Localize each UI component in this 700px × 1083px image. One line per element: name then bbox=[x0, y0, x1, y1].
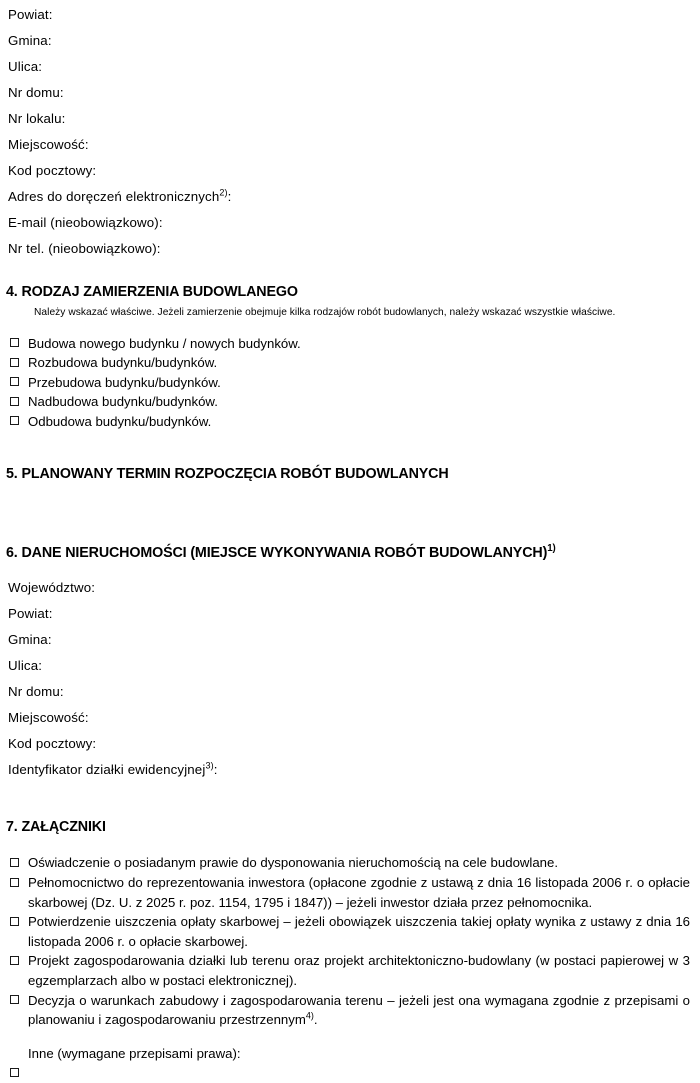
footnote-marker-2: 2) bbox=[219, 187, 228, 198]
field-label-gmina: Gmina: bbox=[8, 33, 52, 48]
edelivery-text: Adres do doręczeń elektronicznych bbox=[8, 189, 220, 204]
attachment-row-other-empty[interactable] bbox=[0, 1063, 700, 1083]
parcel-text: Identyfikator działki ewidencyjnej bbox=[8, 762, 206, 778]
checkbox-icon[interactable] bbox=[10, 995, 19, 1004]
field-label-miejscowosc-nieruchomosc: Miejscowość: bbox=[8, 710, 89, 726]
field-label-nr-domu-nieruchomosc: Nr domu: bbox=[8, 684, 64, 700]
section-4-note: Należy wskazać właściwe. Jeżeli zamierzenie obejmuje kilka rodzajów robót budowlanych, należy wskazać wszystkie właściwe. bbox=[34, 307, 616, 318]
checkbox-label: Przebudowa budynku/budynków. bbox=[28, 374, 221, 390]
field-label-nr-domu: Nr domu: bbox=[8, 85, 64, 100]
section-heading-4: 4. RODZAJ ZAMIERZENIA BUDOWLANEGO bbox=[6, 284, 298, 300]
footnote-marker-4: 4) bbox=[305, 1010, 314, 1021]
parcel-colon: : bbox=[213, 762, 218, 778]
field-label-identyfikator-dzialki bbox=[8, 757, 700, 783]
field-label-telefon: Nr tel. (nieobowiązkowo): bbox=[8, 241, 161, 256]
checkbox-icon[interactable] bbox=[10, 338, 19, 347]
field-label-kod-pocztowy: Kod pocztowy: bbox=[8, 163, 97, 178]
attachment-other-label: Inne (wymagane przepisami prawa): bbox=[28, 1045, 241, 1061]
checkbox-icon[interactable] bbox=[10, 1068, 19, 1077]
section-7-attachments bbox=[0, 853, 700, 1029]
attachment-label: Oświadczenie o posiadanym prawie do dysponowania nieruchomością na cele budowlane. bbox=[28, 855, 559, 871]
checkbox-row-budowa[interactable] bbox=[0, 334, 690, 354]
attachment-label: Pełnomocnictwo do reprezentowania inwestora (opłacone zgodnie z ustawą z dnia 16 listopada 2006 r. o opłacie skarbowej (Dz. U. z 2025 r. poz. 1154, 1795 i 1847)) – jeżeli inwestor działa przez pełnomocnika. bbox=[28, 875, 690, 910]
checkbox-row-nadbudowa[interactable] bbox=[0, 392, 690, 412]
section-heading-6 bbox=[6, 545, 700, 562]
field-label-ulica-nieruchomosc: Ulica: bbox=[8, 658, 43, 674]
field-label-email: E-mail (nieobowiązkowo): bbox=[8, 215, 163, 230]
checkbox-icon[interactable] bbox=[10, 956, 19, 965]
field-label-miejscowosc: Miejscowość: bbox=[8, 137, 89, 152]
checkbox-label: Nadbudowa budynku/budynków. bbox=[28, 394, 218, 410]
checkbox-row-przebudowa[interactable] bbox=[0, 373, 690, 393]
field-label-nr-lokalu: Nr lokalu: bbox=[8, 111, 66, 126]
field-label-wojewodztwo: Województwo: bbox=[8, 580, 96, 596]
section-4-options bbox=[0, 334, 700, 432]
attachment-label: Potwierdzenie uiszczenia opłaty skarbowej – jeżeli obowiązek uiszczenia takiej opłaty wynika z ustawy z dnia 16 listopada 2006 r. o opłacie skarbowej. bbox=[28, 914, 690, 949]
checkbox-icon[interactable] bbox=[10, 917, 19, 926]
footnote-marker-1: 1) bbox=[547, 543, 556, 555]
field-label-powiat-nieruchomosc: Powiat: bbox=[8, 606, 53, 622]
checkbox-icon[interactable] bbox=[10, 358, 19, 367]
checkbox-label: Rozbudowa budynku/budynków. bbox=[28, 355, 218, 371]
field-label-ulica: Ulica: bbox=[8, 59, 43, 74]
attachment-label-text: Decyzja o warunkach zabudowy i zagospodarowania terenu – jeżeli jest ona wymagana zgodnie z przepisami o planowaniu i zagospodarowaniu przestrzennym bbox=[28, 992, 690, 1028]
attachment-row-pelnomocnictwo[interactable] bbox=[0, 873, 690, 912]
section-heading-7: 7. ZAŁĄCZNIKI bbox=[6, 819, 106, 836]
attachment-row-oswiadczenie[interactable] bbox=[0, 853, 690, 873]
section-heading-6-text: 6. DANE NIERUCHOMOŚCI (MIEJSCE WYKONYWANIA ROBÓT BUDOWLANYCH) bbox=[6, 545, 548, 562]
checkbox-icon[interactable] bbox=[10, 416, 19, 425]
field-label-gmina-nieruchomosc: Gmina: bbox=[8, 632, 52, 648]
checkbox-icon[interactable] bbox=[10, 377, 19, 386]
attachment-label-tail: . bbox=[313, 1012, 318, 1028]
field-label-adres-elektroniczny bbox=[8, 184, 700, 210]
checkbox-label: Odbudowa budynku/budynków. bbox=[28, 413, 212, 429]
section-heading-5: 5. PLANOWANY TERMIN ROZPOCZĘCIA ROBÓT BUDOWLANYCH bbox=[6, 466, 449, 483]
attachment-label bbox=[28, 991, 690, 1030]
checkbox-row-rozbudowa[interactable] bbox=[0, 353, 690, 373]
checkbox-icon[interactable] bbox=[10, 858, 19, 867]
section-6-fields bbox=[0, 575, 700, 783]
attachment-row-projekt-zagospodarowania[interactable] bbox=[0, 951, 690, 990]
attachment-row-oplata-skarbowa[interactable] bbox=[0, 912, 690, 951]
field-label-kod-pocztowy-nieruchomosc: Kod pocztowy: bbox=[8, 736, 97, 752]
checkbox-icon[interactable] bbox=[10, 878, 19, 887]
attachment-label: Projekt zagospodarowania działki lub terenu oraz projekt architektoniczno-budowlany (w postaci papierowej w 3 egzemplarzach albo w postaci elektronicznej). bbox=[28, 953, 690, 989]
attachment-row-decyzja-warunki-zabudowy[interactable] bbox=[0, 991, 690, 1030]
field-label-powiat: Powiat: bbox=[8, 7, 53, 22]
checkbox-label: Budowa nowego budynku / nowych budynków. bbox=[28, 335, 301, 351]
address-field-block bbox=[0, 2, 700, 262]
checkbox-row-odbudowa[interactable] bbox=[0, 412, 690, 432]
checkbox-icon[interactable] bbox=[10, 397, 19, 406]
edelivery-colon: : bbox=[227, 189, 232, 204]
footnote-marker-3: 3) bbox=[205, 761, 214, 772]
